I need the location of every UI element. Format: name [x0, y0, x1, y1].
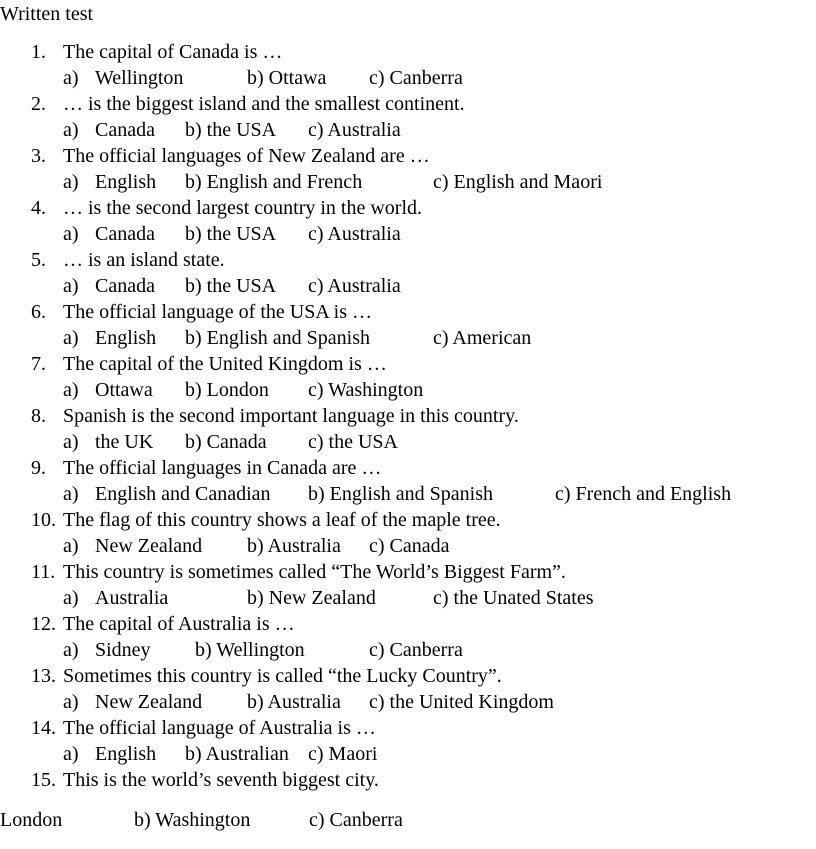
option-text[interactable]: Canada — [95, 119, 155, 141]
option-text[interactable]: c) Washington — [308, 379, 424, 401]
question-text: Sometimes this country is called “the Lucky Country”. — [63, 665, 502, 687]
option-text[interactable]: New Zealand — [95, 535, 203, 557]
question-number: 3. — [31, 145, 46, 167]
option-text[interactable]: the UK — [95, 431, 154, 453]
question-line — [31, 352, 387, 376]
question-number: 10. — [31, 509, 56, 531]
option-text[interactable]: c) Canada — [369, 535, 450, 557]
question-number: 11. — [31, 561, 56, 583]
question-number: 12. — [31, 613, 56, 635]
option-letter: a) — [63, 171, 79, 193]
option-text[interactable]: c) Australia — [308, 223, 401, 245]
answer-options — [31, 690, 771, 716]
answer-options — [31, 66, 771, 92]
question-text: The official languages in Canada are … — [63, 457, 382, 479]
option-text[interactable]: Wellington — [95, 67, 184, 89]
question-line — [31, 300, 372, 324]
option-letter: a) — [63, 483, 79, 505]
answer-options — [31, 742, 771, 768]
question-line — [31, 768, 379, 792]
option-text[interactable]: c) English and Maori — [433, 171, 603, 193]
option-text[interactable]: b) Canada — [185, 431, 267, 453]
option-text[interactable]: Ottawa — [95, 379, 153, 401]
option-text[interactable]: c) Canberra — [369, 639, 463, 661]
question-text: This is the world’s seventh biggest city. — [63, 769, 379, 791]
question-line — [31, 664, 502, 688]
option-letter: a) — [63, 275, 79, 297]
answer-options — [31, 482, 771, 508]
question-line — [31, 456, 381, 480]
question-text: Spanish is the second important language in this country. — [63, 405, 519, 427]
option-text[interactable]: b) the USA — [185, 275, 277, 297]
option-text[interactable]: c) French and English — [555, 483, 732, 505]
question-text: This country is sometimes called “The World’s Biggest Farm”. — [63, 561, 566, 583]
option-letter: a) — [63, 379, 79, 401]
option-letter: a) — [63, 743, 79, 765]
option-text[interactable]: b) English and French — [185, 171, 363, 193]
option-letter: a) — [63, 67, 79, 89]
question-number: 9. — [31, 457, 46, 479]
question-text: The capital of Canada is … — [63, 41, 283, 63]
question-line — [31, 560, 566, 584]
option-text[interactable]: b) Wellington — [195, 639, 305, 661]
question-text: The capital of Australia is … — [63, 613, 295, 635]
option-text[interactable]: b) Australia — [247, 535, 341, 557]
option-text[interactable]: b) Australian — [185, 743, 289, 765]
option-text[interactable]: c) Australia — [308, 275, 401, 297]
option-letter: a) — [63, 691, 79, 713]
question-line — [31, 404, 519, 428]
answer-options — [31, 170, 771, 196]
option-text[interactable]: Canada — [95, 223, 155, 245]
question-text: … is the second largest country in the world. — [63, 197, 423, 219]
option-text[interactable]: b) New Zealand — [247, 587, 376, 609]
question-number: 14. — [31, 717, 56, 739]
question-text: … is an island state. — [63, 249, 225, 271]
option-text[interactable]: c) Australia — [308, 119, 401, 141]
question-text: The official language of Australia is … — [63, 717, 376, 739]
question-line — [31, 508, 501, 532]
question-line — [31, 196, 422, 220]
option-text[interactable]: c) American — [433, 327, 532, 349]
question-line — [31, 144, 430, 168]
option-text[interactable]: English — [95, 327, 157, 349]
option-text[interactable]: c) the Unated States — [433, 587, 594, 609]
option-text[interactable]: Canada — [95, 275, 155, 297]
answer-options — [31, 222, 771, 248]
option-text[interactable]: English and Canadian — [95, 483, 271, 505]
answer-options — [31, 430, 771, 456]
answer-options — [31, 586, 771, 612]
question-number: 2. — [31, 93, 46, 115]
answer-options — [31, 378, 771, 404]
option-letter: a) — [63, 327, 79, 349]
answer-options — [31, 326, 771, 352]
question-number: 5. — [31, 249, 46, 271]
question-line — [31, 716, 376, 740]
option-text[interactable]: c) the USA — [308, 431, 398, 453]
final-options-row — [0, 808, 816, 834]
option-letter: a) — [63, 223, 79, 245]
question-line — [31, 248, 225, 272]
option-text[interactable]: c) Canberra — [369, 67, 463, 89]
question-number: 8. — [31, 405, 46, 427]
question-number: 7. — [31, 353, 46, 375]
answer-options — [31, 274, 771, 300]
option-text[interactable]: Australia — [95, 587, 169, 609]
question-line — [31, 40, 282, 64]
question-number: 4. — [31, 197, 46, 219]
final-option[interactable]: London — [0, 809, 63, 831]
option-text[interactable]: b) English and Spanish — [308, 483, 493, 505]
final-option[interactable]: c) Canberra — [309, 809, 403, 831]
option-letter: a) — [63, 587, 79, 609]
answer-options — [31, 118, 771, 144]
question-number: 6. — [31, 301, 46, 323]
question-line — [31, 612, 295, 636]
option-text[interactable]: English — [95, 171, 157, 193]
final-option[interactable]: b) Washington — [134, 809, 251, 831]
question-number: 1. — [31, 41, 46, 63]
option-letter: a) — [63, 535, 79, 557]
question-text: … is the biggest island and the smallest continent. — [63, 93, 465, 115]
answer-options — [31, 534, 771, 560]
option-text[interactable]: Sidney — [95, 639, 151, 661]
option-text[interactable]: New Zealand — [95, 691, 203, 713]
option-text[interactable]: b) the USA — [185, 223, 277, 245]
question-text: The official language of the USA is … — [63, 301, 373, 323]
document-title: Written test — [0, 3, 94, 25]
question-text: The flag of this country shows a leaf of the maple tree. — [63, 509, 501, 531]
option-text[interactable]: b) English and Spanish — [185, 327, 370, 349]
option-text[interactable]: b) Ottawa — [247, 67, 327, 89]
question-number: 15. — [31, 769, 56, 791]
option-text[interactable]: English — [95, 743, 157, 765]
question-line — [31, 92, 465, 116]
option-text[interactable]: b) Australia — [247, 691, 341, 713]
answer-options — [31, 638, 771, 664]
option-letter: a) — [63, 639, 79, 661]
option-text[interactable]: b) the USA — [185, 119, 277, 141]
question-text: The capital of the United Kingdom is … — [63, 353, 387, 375]
question-text: The official languages of New Zealand are … — [63, 145, 430, 167]
option-text[interactable]: c) the United Kingdom — [369, 691, 554, 713]
option-letter: a) — [63, 431, 79, 453]
question-number: 13. — [31, 665, 56, 687]
option-letter: a) — [63, 119, 79, 141]
option-text[interactable]: c) Maori — [308, 743, 378, 765]
option-text[interactable]: b) London — [185, 379, 269, 401]
